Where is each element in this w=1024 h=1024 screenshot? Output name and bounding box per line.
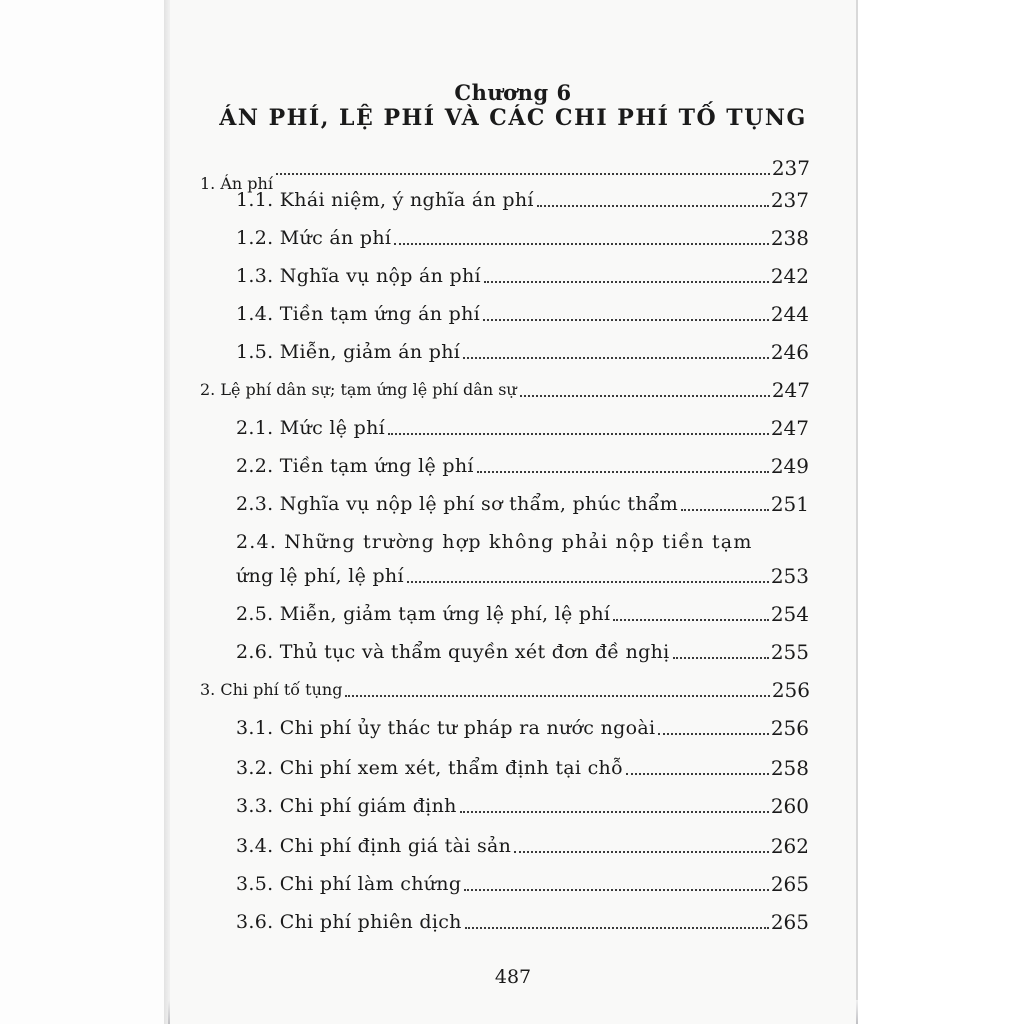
toc-entry-1-4[interactable] [236,300,809,326]
toc-entry-2-6[interactable] [236,638,809,664]
toc-entry-page: 251 [770,492,809,516]
toc-dot-leader [477,470,769,473]
page-number: 487 [494,966,532,988]
chapter-title: ÁN PHÍ, LỆ PHÍ VÀ CÁC CHI PHÍ TỐ TỤNG [219,105,807,131]
toc-entry-label: 3. Chi phí tố tụng [200,680,343,699]
toc-entry-label: 3.3. Chi phí giám định [236,795,457,817]
toc-entry-page: 256 [770,716,809,740]
toc-dot-leader [463,356,769,359]
toc-entry-label: 3.6. Chi phí phiên dịch [236,911,462,933]
toc-entry-page: 244 [770,302,809,326]
toc-entry-label: 1.1. Khái niệm, ý nghĩa án phí [236,189,534,211]
toc-entry-3-2[interactable] [236,754,809,780]
toc-entry-label: 2.5. Miễn, giảm tạm ứng lệ phí, lệ phí [236,603,611,625]
toc-dot-leader [464,888,769,891]
toc-entry-1[interactable] [200,154,810,193]
toc-entry-label: 1. Án phí [200,174,273,193]
facing-page-edge [0,0,168,1024]
toc-entry-label: 1.4. Tiền tạm ứng án phí [236,303,480,325]
toc-entry-label: 2.6. Thủ tục và thẩm quyền xét đơn đề nghị [236,641,670,663]
toc-dot-leader [465,926,769,929]
toc-entry-label: 3.5. Chi phí làm chứng [236,873,462,895]
toc-entry-page: 246 [770,340,809,364]
toc-dot-leader [483,318,769,321]
toc-entry-page: 258 [770,756,809,780]
toc-entry-page: 237 [770,188,809,212]
background-right [858,0,1024,1024]
toc-entry-1-1[interactable] [236,186,809,212]
toc-entry-page: 247 [771,378,810,402]
toc-entry-3[interactable] [200,676,810,702]
table-of-contents [170,0,856,1000]
toc-entry-page: 237 [771,156,810,180]
toc-dot-leader [394,242,769,245]
toc-entry-label: 1.5. Miễn, giảm án phí [236,341,461,363]
toc-entry-3-3[interactable] [236,792,809,818]
toc-dot-leader [537,204,769,207]
toc-entry-page: 256 [771,678,810,702]
toc-entry-2-2[interactable] [236,452,809,478]
toc-dot-leader [626,772,769,775]
toc-entry-page: 249 [770,454,809,478]
toc-entry-2-1[interactable] [236,414,809,440]
toc-entry-3-4[interactable] [236,832,809,858]
toc-entry-3-5[interactable] [236,870,809,896]
toc-entry-page: 260 [770,794,809,818]
toc-entry-label: 1.3. Nghĩa vụ nộp án phí [236,265,481,287]
toc-entry-label: 3.4. Chi phí định giá tài sản [236,835,512,857]
toc-entry-label: 2.1. Mức lệ phí [236,417,386,439]
toc-entry-3-1[interactable] [236,714,809,740]
toc-entry-2-5[interactable] [236,600,809,626]
toc-dot-leader [388,432,769,435]
toc-entry-2-3[interactable] [236,490,809,516]
toc-entry-label: 1.2. Mức án phí [236,227,392,249]
book-page [170,0,856,1024]
toc-dot-leader [514,850,769,853]
toc-entry-page: 253 [770,564,809,588]
toc-dot-leader [613,618,769,621]
toc-entry-2-4[interactable] [236,562,809,588]
toc-entry-page: 254 [770,602,809,626]
toc-dot-leader [345,694,769,697]
toc-dot-leader [407,580,769,583]
toc-entry-label: 2.2. Tiền tạm ứng lệ phí [236,455,474,477]
toc-entry-3-6[interactable] [236,908,809,934]
toc-entry-2-4-line1: 2.4. Những trường hợp không phải nộp tiền tạm [236,531,753,553]
toc-entry-label: 3.1. Chi phí ủy thác tư pháp ra nước ngoài [236,717,656,739]
toc-entry-1-5[interactable] [236,338,809,364]
toc-entry-1-2[interactable] [236,224,809,250]
toc-entry-label: 3.2. Chi phí xem xét, thẩm định tại chỗ [236,757,623,779]
chapter-label: Chương 6 [454,80,572,105]
toc-entry-page: 265 [770,910,809,934]
toc-entry-1-3[interactable] [236,262,809,288]
toc-entry-page: 242 [770,264,809,288]
toc-entry-label: ứng lệ phí, lệ phí [236,565,404,587]
toc-dot-leader [681,508,769,511]
toc-entry-page: 255 [770,640,809,664]
toc-entry-page: 262 [770,834,809,858]
toc-entry-page: 238 [770,226,809,250]
toc-dot-leader [658,732,768,735]
toc-entry-label: 2.3. Nghĩa vụ nộp lệ phí sơ thẩm, phúc thẩm [236,493,679,515]
toc-entry-2[interactable] [200,376,810,402]
toc-dot-leader [673,656,769,659]
toc-entry-page: 265 [770,872,809,896]
toc-dot-leader [460,810,769,813]
toc-entry-label: 2. Lệ phí dân sự; tạm ứng lệ phí dân sự [200,380,517,399]
toc-entry-page: 247 [770,416,809,440]
toc-dot-leader [484,280,769,283]
toc-dot-leader [276,172,770,175]
toc-dot-leader [520,394,770,397]
